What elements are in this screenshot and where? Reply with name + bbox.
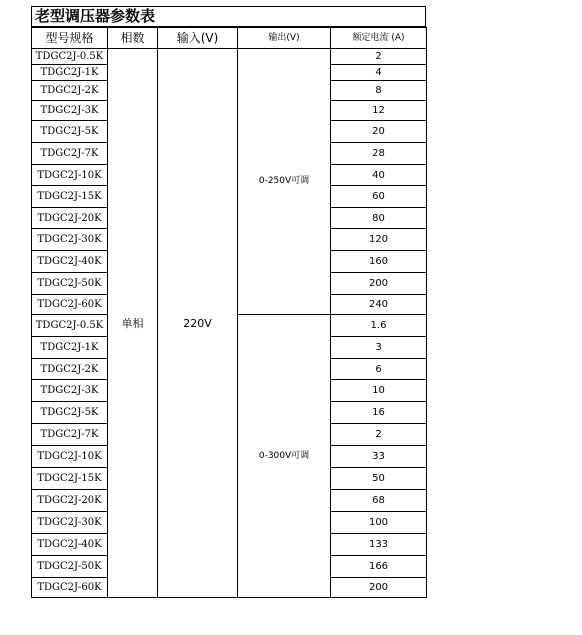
current-cell: 80: [331, 208, 427, 229]
model-cell: TDGC2J-2K: [32, 359, 108, 380]
current-cell: 50: [331, 468, 427, 490]
current-cell: 68: [331, 490, 427, 512]
model-cell: TDGC2J-20K: [32, 490, 108, 512]
current-cell: 200: [331, 273, 427, 295]
current-cell: 6: [331, 359, 427, 380]
current-cell: 28: [331, 143, 427, 165]
parameter-table: [31, 27, 427, 598]
model-cell: TDGC2J-50K: [32, 273, 108, 295]
current-cell: 1.6: [331, 315, 427, 337]
table-row: [32, 49, 427, 65]
model-cell: TDGC2J-0.5K: [32, 315, 108, 337]
phase-cell: 单相: [108, 49, 158, 598]
current-cell: 3: [331, 337, 427, 359]
output-voltage-cell: 0-250V可调: [238, 49, 331, 315]
header-current: 额定电流 (A): [331, 28, 427, 49]
model-cell: TDGC2J-7K: [32, 143, 108, 165]
current-cell: 20: [331, 121, 427, 143]
model-cell: TDGC2J-15K: [32, 186, 108, 208]
model-cell: TDGC2J-10K: [32, 165, 108, 186]
current-cell: 2: [331, 49, 427, 65]
current-cell: 200: [331, 578, 427, 598]
model-cell: TDGC2J-1K: [32, 337, 108, 359]
model-cell: TDGC2J-60K: [32, 578, 108, 598]
input-voltage-cell: 220V: [158, 49, 238, 598]
model-cell: TDGC2J-40K: [32, 534, 108, 556]
current-cell: 60: [331, 186, 427, 208]
model-cell: TDGC2J-3K: [32, 380, 108, 402]
header-model: 型号规格: [32, 28, 108, 49]
model-cell: TDGC2J-1K: [32, 65, 108, 81]
current-cell: 40: [331, 165, 427, 186]
current-cell: 10: [331, 380, 427, 402]
header-output: 输出(V): [238, 28, 331, 49]
current-cell: 33: [331, 446, 427, 468]
model-cell: TDGC2J-5K: [32, 402, 108, 424]
model-cell: TDGC2J-60K: [32, 295, 108, 315]
model-cell: TDGC2J-50K: [32, 556, 108, 578]
model-cell: TDGC2J-0.5K: [32, 49, 108, 65]
header-row: [32, 28, 427, 49]
header-input: 输入(V): [158, 28, 238, 49]
current-cell: 100: [331, 512, 427, 534]
current-cell: 240: [331, 295, 427, 315]
model-cell: TDGC2J-30K: [32, 512, 108, 534]
output-voltage-cell: 0-300V可调: [238, 315, 331, 598]
current-cell: 16: [331, 402, 427, 424]
current-cell: 160: [331, 251, 427, 273]
model-cell: TDGC2J-20K: [32, 208, 108, 229]
model-cell: TDGC2J-7K: [32, 424, 108, 446]
current-cell: 8: [331, 81, 427, 101]
current-cell: 133: [331, 534, 427, 556]
current-cell: 2: [331, 424, 427, 446]
model-cell: TDGC2J-10K: [32, 446, 108, 468]
parameter-sheet: [31, 6, 426, 598]
model-cell: TDGC2J-15K: [32, 468, 108, 490]
current-cell: 166: [331, 556, 427, 578]
model-cell: TDGC2J-40K: [32, 251, 108, 273]
model-cell: TDGC2J-3K: [32, 101, 108, 121]
current-cell: 120: [331, 229, 427, 251]
model-cell: TDGC2J-5K: [32, 121, 108, 143]
table-body: [32, 49, 427, 598]
header-phase: 相数: [108, 28, 158, 49]
model-cell: TDGC2J-2K: [32, 81, 108, 101]
current-cell: 12: [331, 101, 427, 121]
table-title: 老型调压器参数表: [31, 6, 426, 27]
current-cell: 4: [331, 65, 427, 81]
model-cell: TDGC2J-30K: [32, 229, 108, 251]
